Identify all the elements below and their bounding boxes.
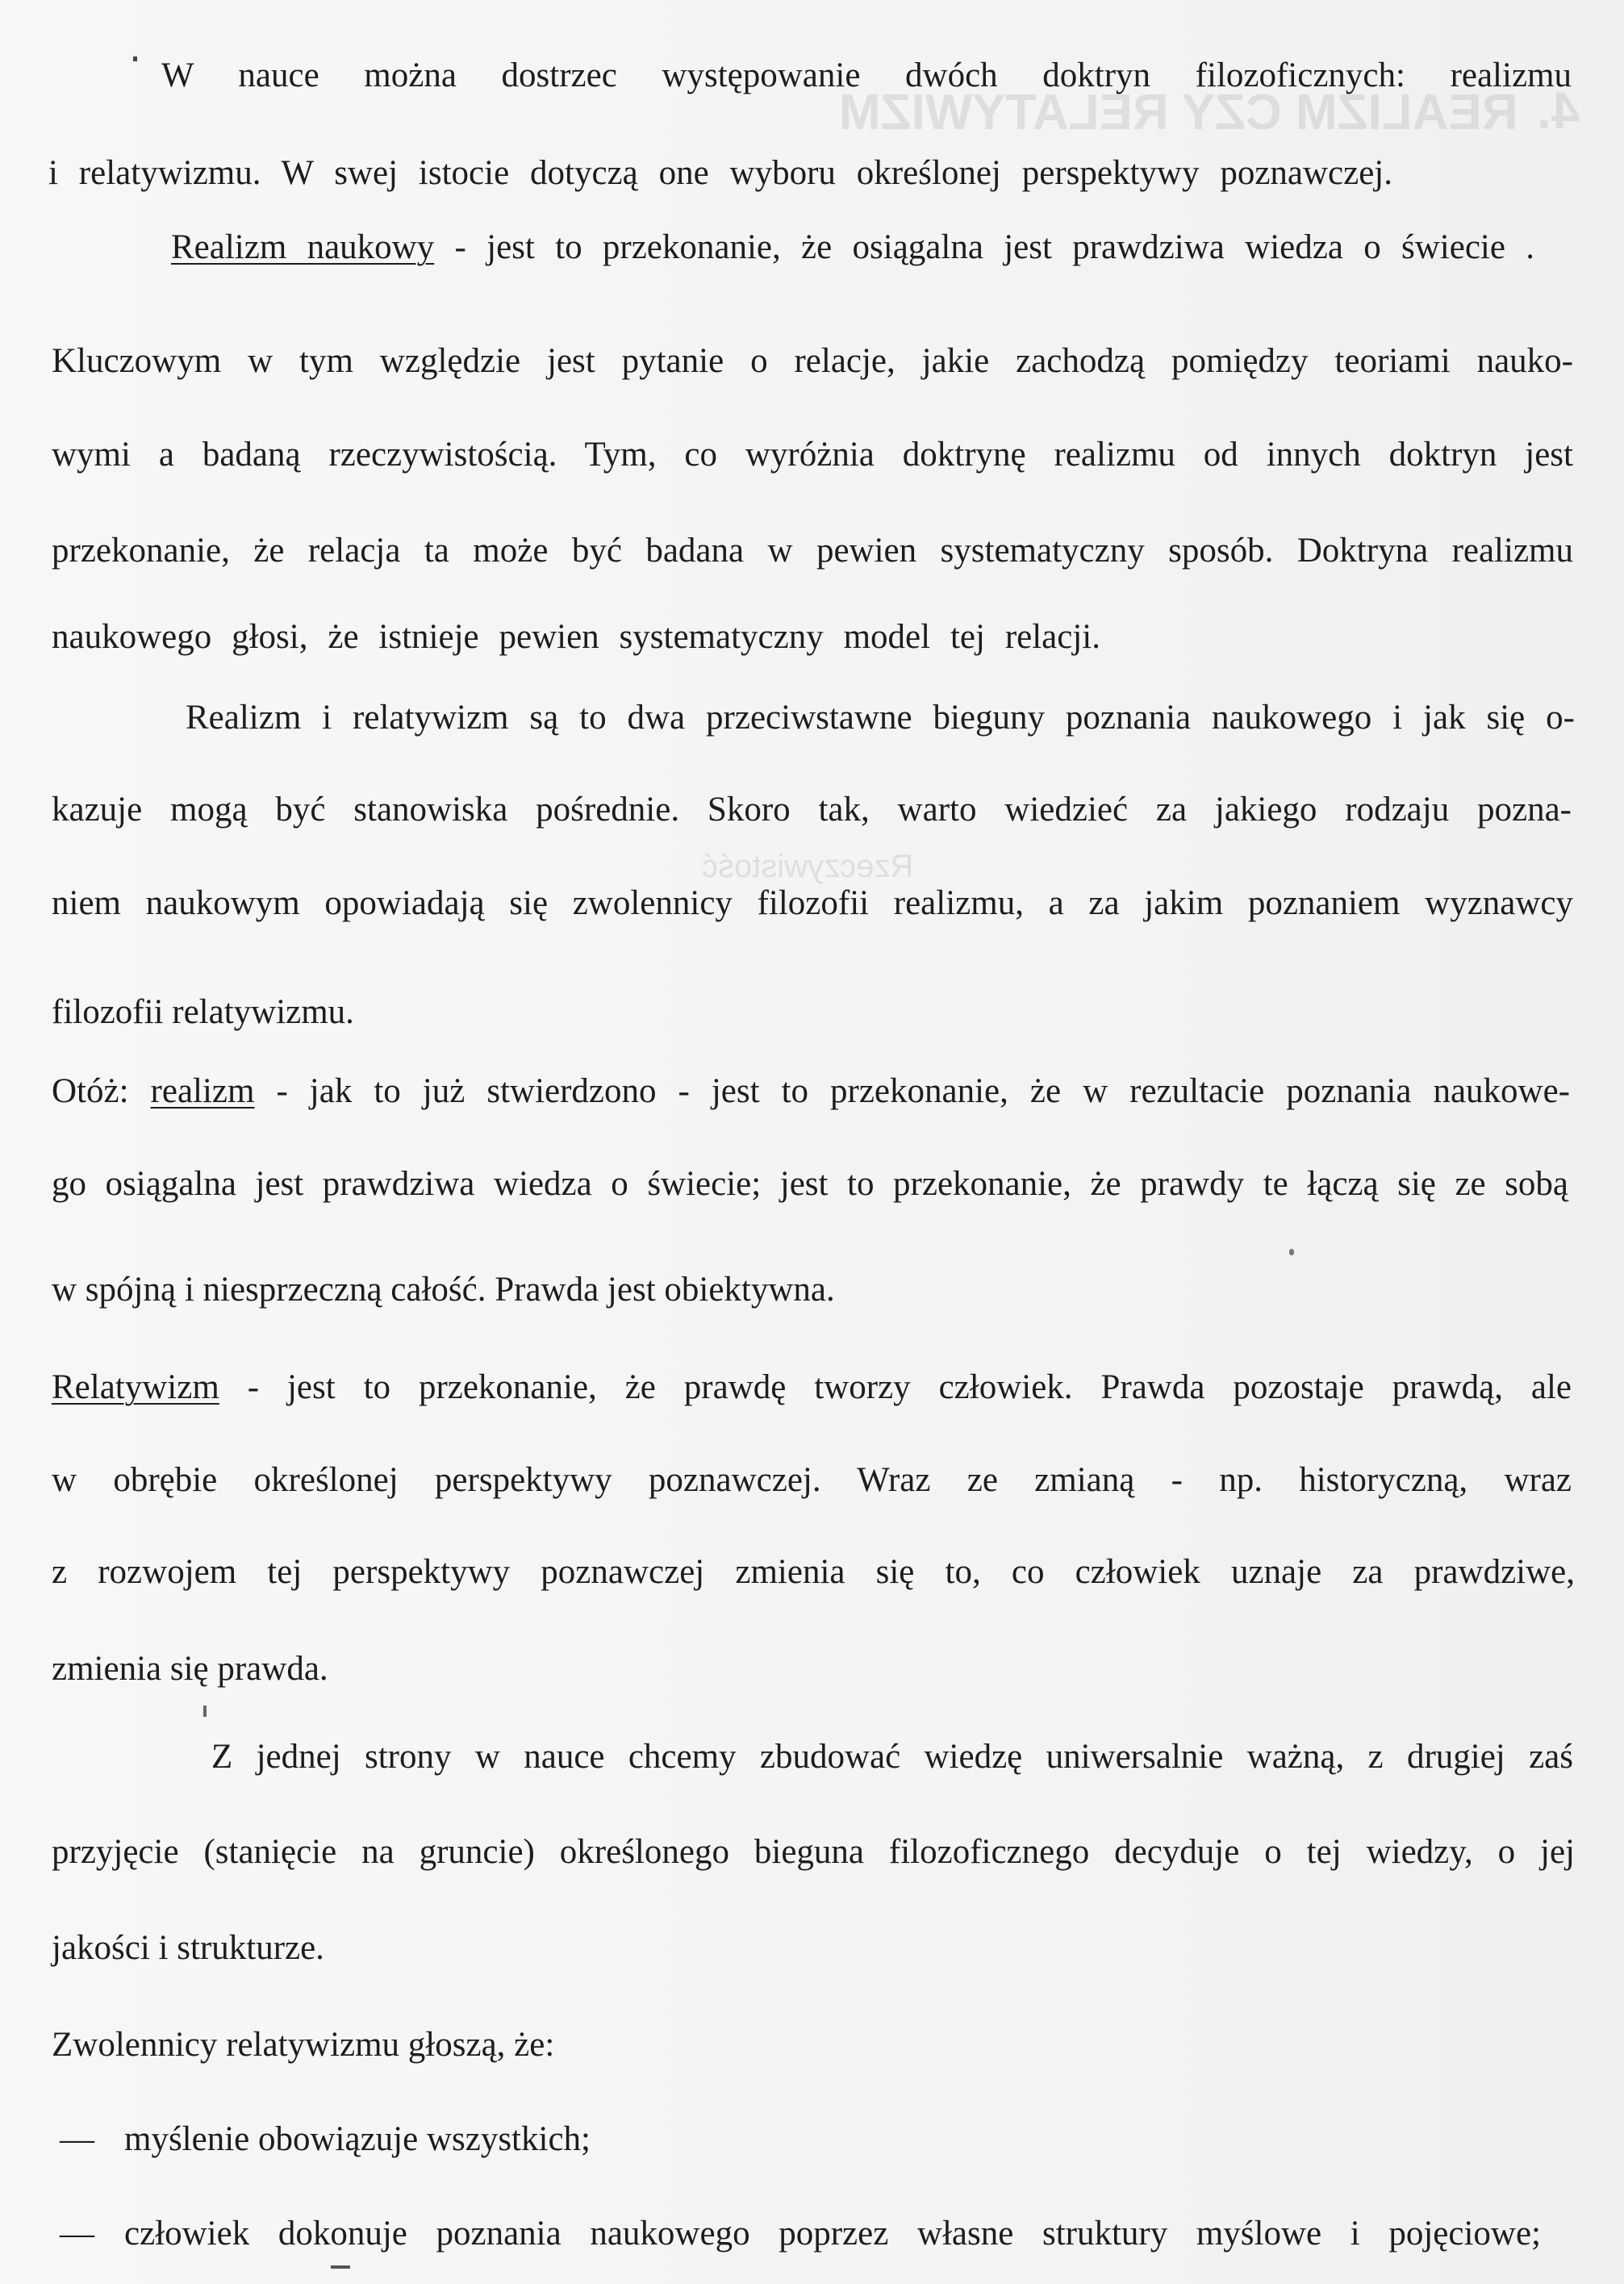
text-line-4: Kluczowym w tym względzie jest pytanie o relacje, jakie zachodzą pomiędzy teoriami nauko- [52,342,1573,380]
text-line-1: W nauce można dostrzec występowanie dwóch doktryn filozoficznych: realizmu [161,56,1572,94]
text-line-2: i relatywizmu. W swej istocie dotyczą one wyboru określonej perspektywy poznawczej. [48,154,1392,192]
text-line-21: jakości i strukturze. [52,1929,324,1967]
text-line-7: naukowego głosi, że istnieje pewien systematyczny model tej relacji. [52,618,1100,656]
text-line-16: w obrębie określonej perspektywy poznawczej. Wraz ze zmianą - np. historyczną, wraz [52,1461,1572,1499]
text-line-6: przekonanie, że relacja ta może być badana w pewien systematyczny sposób. Doktryna realizmu [52,532,1573,570]
text-line-10: niem naukowym opowiadają się zwolennicy filozofii realizmu, a za jakim poznaniem wyznawcy [52,884,1573,922]
text-line-13: go osiągalna jest prawdziwa wiedza o świecie; jest to przekonanie, że prawdy te łączą się ze sobą [52,1165,1568,1203]
text-line-22: Zwolennicy relatywizmu głoszą, że: [52,2026,555,2064]
text-line-17: z rozwojem tej perspektywy poznawczej zmienia się to, co człowiek uznaje za prawdziwe, [52,1553,1575,1591]
list-bullet: — [60,2120,94,2158]
text-line-19: Z jednej strony w nauce chcemy zbudować wiedzę uniwersalnie ważną, z drugiej zaś [211,1738,1573,1776]
text-line-14: w spójną i niesprzeczną całość. Prawda jest obiektywna. [52,1271,835,1309]
text-line-3: Realizm naukowy - jest to przekonanie, że osiągalna jest prawdziwa wiedza o świecie . [171,228,1534,266]
text-line-20: przyjęcie (stanięcie na gruncie) określonego bieguna filozoficznego decyduje o tej wiedzy, o jej [52,1833,1575,1871]
bleed-through-chapter-number: 4. [1537,81,1580,140]
text-line-11: filozofii relatywizmu. [52,993,354,1031]
term-relatywizm: Relatywizm [52,1368,219,1406]
list-bullet: — [60,2215,94,2253]
bleed-through-chapter-title: REALIZM CZY RELATYWIZM [839,85,1518,140]
text-line-8: Realizm i relatywizm są to dwa przeciwstawne bieguny poznania naukowego i jak się o- [186,699,1575,737]
scan-speck [203,1706,207,1717]
text-line-5: wymi a badaną rzeczywistością. Tym, co wyróżnia doktrynę realizmu od innych doktryn jest [52,436,1573,474]
text-line-18: zmienia się prawda. [52,1650,328,1688]
scan-speck [133,56,137,61]
scan-speck [1289,1249,1294,1255]
scan-speck [331,2265,350,2269]
text-line-9: kazuje mogą być stanowiska pośrednie. Skoro tak, warto wiedzieć za jakiego rodzaju pozna- [52,791,1572,829]
bleed-through-diagram-label: Rzeczywistość [702,849,914,884]
text-line-12: Otóż: realizm - jak to już stwierdzono - jest to przekonanie, że w rezultacie poznania naukowe- [52,1072,1570,1110]
list-item-2: — człowiek dokonuje poznania naukowego poprzez własne struktury myślowe i pojęciowe; [60,2211,1541,2257]
term-realizm: realizm [150,1072,255,1110]
text-line-15: Relatywizm - jest to przekonanie, że prawdę tworzy człowiek. Prawda pozostaje prawdą, ale [52,1368,1572,1406]
list-item-1: — myślenie obowiązuje wszystkich; [60,2117,947,2162]
term-realizm-naukowy: Realizm naukowy [171,228,435,266]
